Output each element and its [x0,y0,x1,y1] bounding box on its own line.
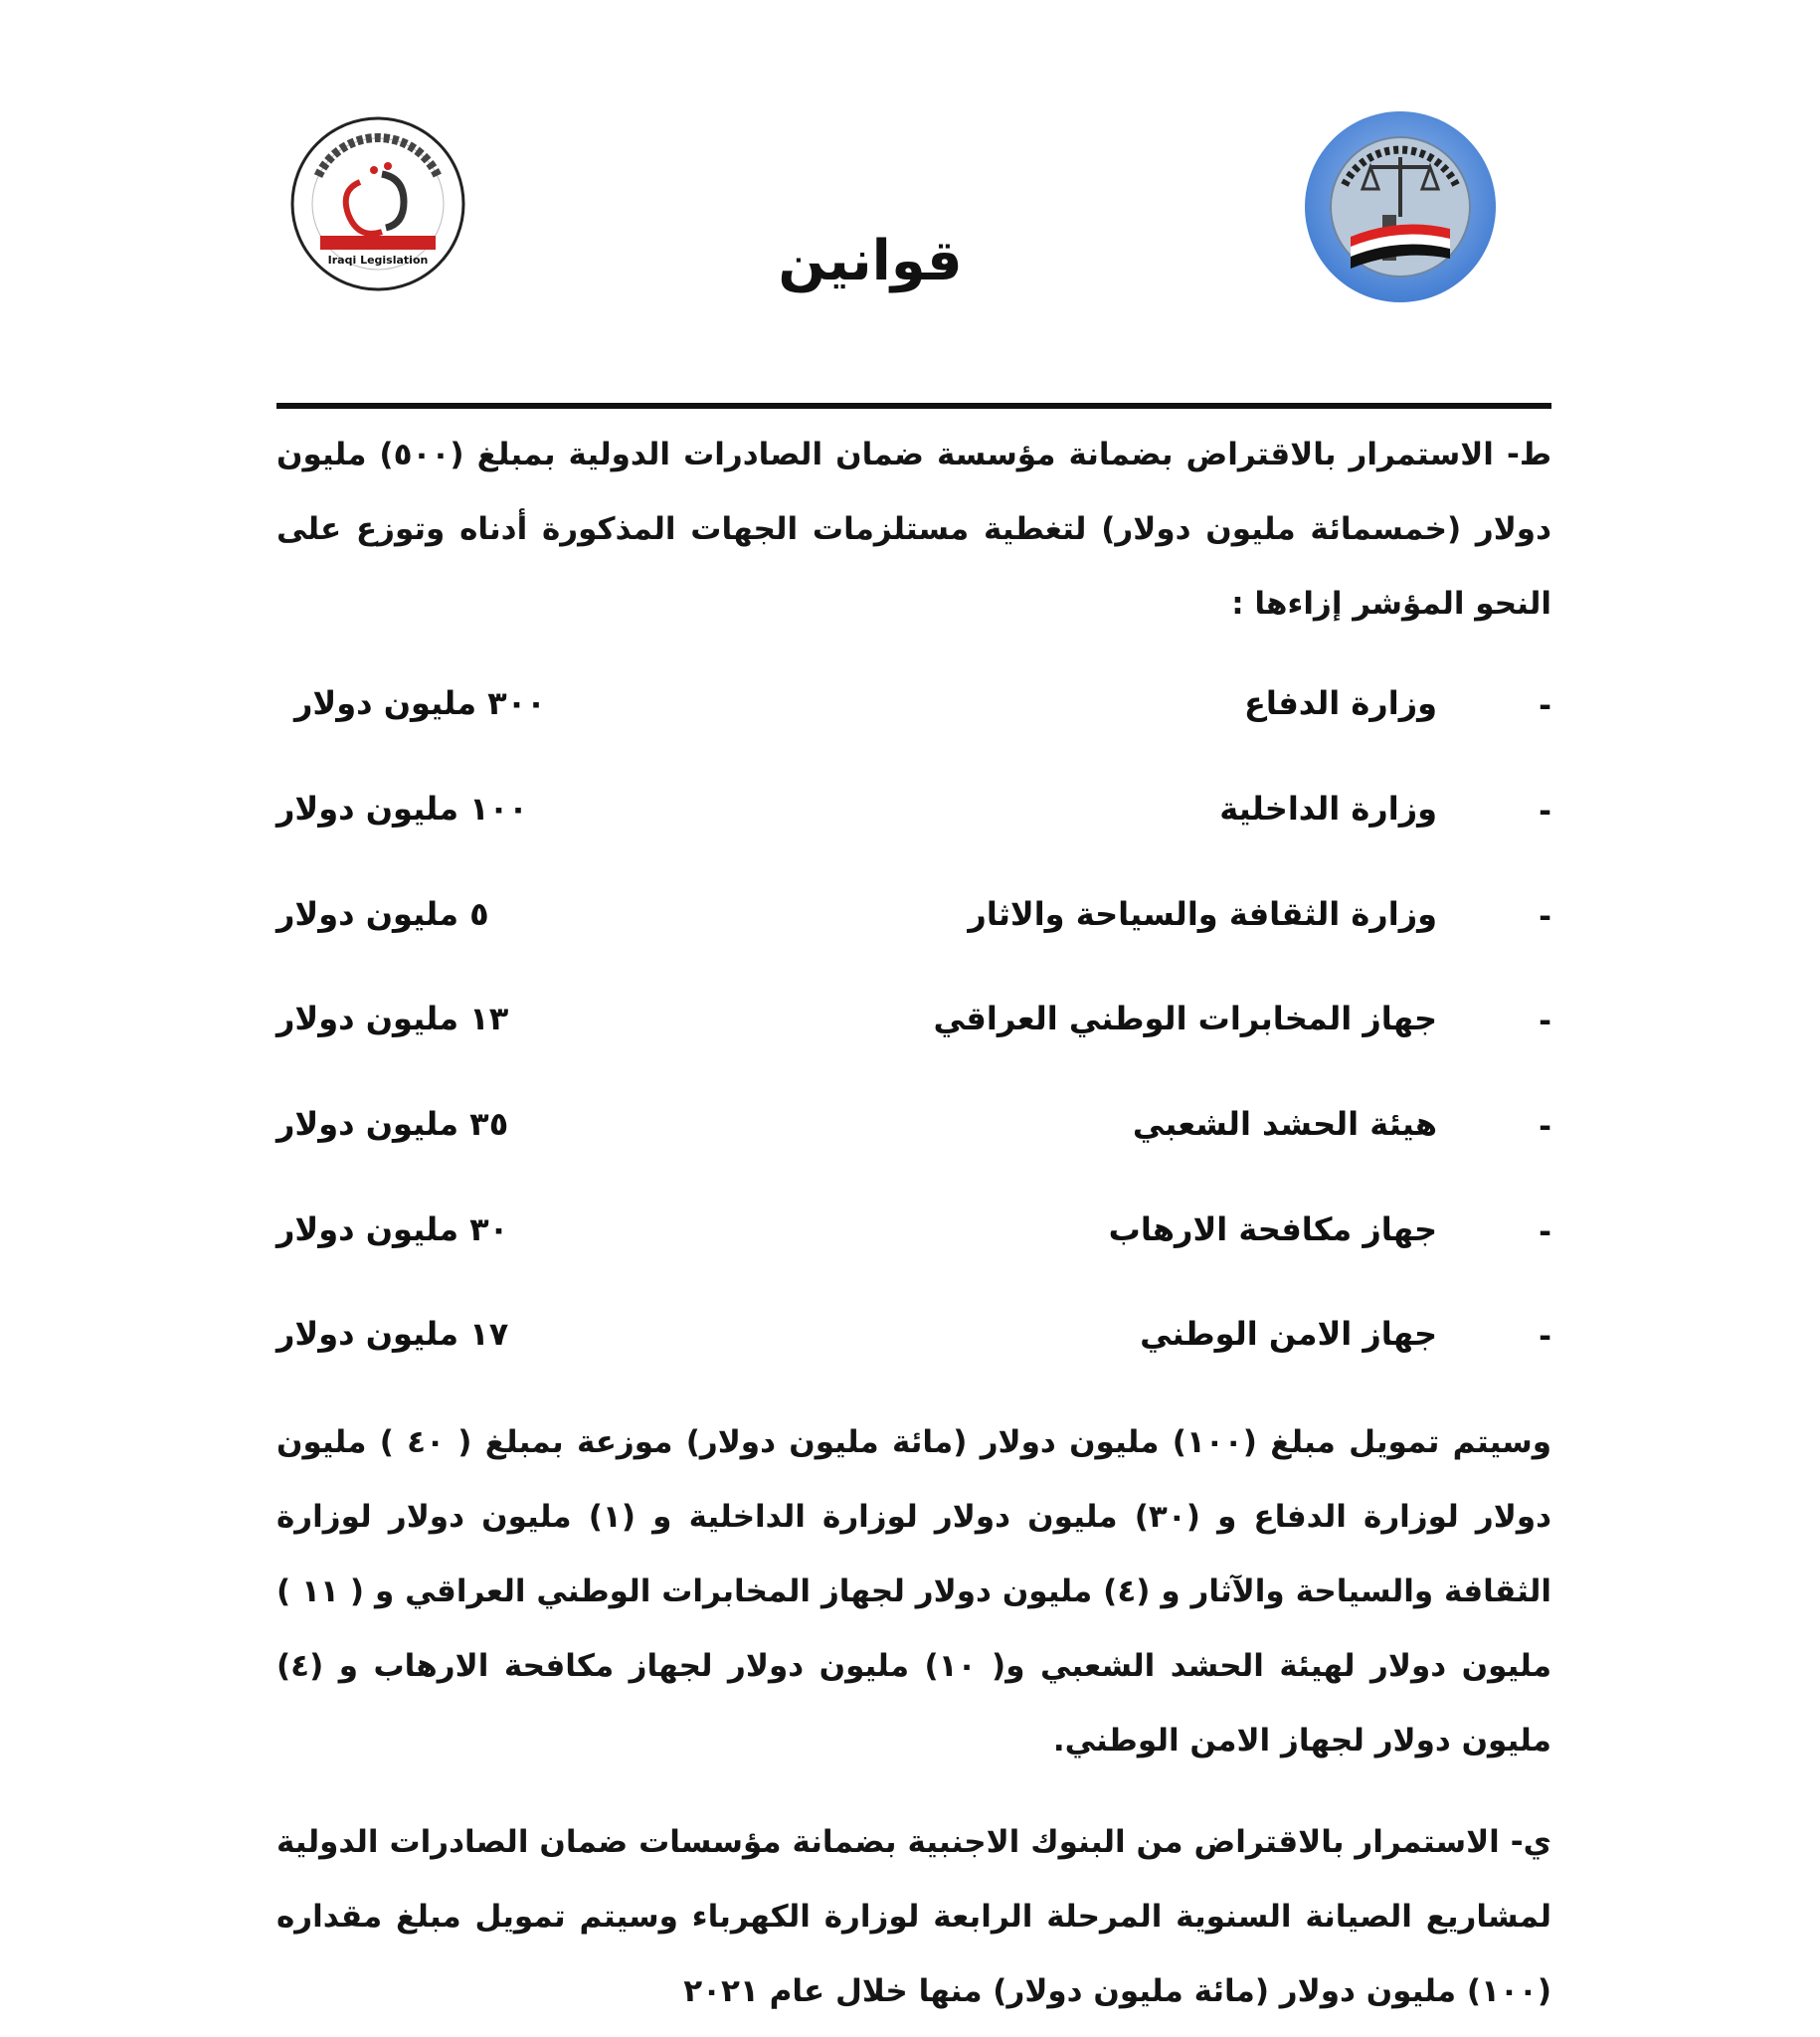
list-bullet: - [1539,1004,1551,1039]
allocation-name: وزارة الدفاع [1243,684,1437,722]
list-item [276,790,1551,849]
list-bullet: - [1539,899,1551,935]
list-item [276,1315,1551,1375]
allocation-amount: ١٠٠ مليون دولار [276,790,528,828]
allocation-amount: ٣٥ مليون دولار [276,1105,509,1143]
allocation-amount: ١٧ مليون دولار [276,1315,509,1353]
list-item [276,1210,1551,1270]
clause-t-text: الاستمرار بالاقتراض بضمانة مؤسسة ضمان الصادرات الدولية بمبلغ (٥٠٠) مليون دولار (خمسمائة مليون دولار) لتغطية مستلزمات الجهات المذكورة أدناه وتوزع على النحو المؤشر إزاءها : [276,437,1551,622]
list-bullet: - [1539,688,1551,724]
clause-t [276,418,1551,642]
clause-y [276,1805,1551,2029]
allocation-name: وزارة الداخلية [1219,790,1437,828]
allocation-name: وزارة الثقافة والسياحة والاثار [968,895,1437,933]
allocation-amount: ٣٠٠ مليون دولار [294,684,546,722]
page-title: قوانين [778,229,963,293]
allocation-name: جهاز مكافحة الارهاب [1108,1210,1437,1248]
funding-paragraph: وسيتم تمويل مبلغ (١٠٠) مليون دولار (مائة مليون دولار) موزعة بمبلغ ( ٤٠ ) مليون دولار لوزارة الدفاع و (٣٠) مليون دولار لوزارة الداخلية و (١) مليون دولار لوزارة الثقافة والسياحة والآثار و (٤) مليون دولار لجهاز المخابرات الوطني العراقي و ( ١١ ) مليون دولار لهيئة الحشد الشعبي و( ١٠) مليون دولار لجهاز مكافحة الارهاب و (٤) مليون دولار لجهاز الامن الوطني. [276,1424,1552,1759]
clause-t-marker: ط- [1506,437,1552,472]
list-item [276,895,1551,955]
allocation-name: جهاز الامن الوطني [1140,1315,1437,1353]
ministry-of-justice-logo [1301,107,1500,306]
header-divider [276,403,1551,409]
svg-text:Iraqi Legislation: Iraqi Legislation [327,254,429,267]
allocation-amount: ٣٠ مليون دولار [276,1210,509,1248]
allocation-name: هيئة الحشد الشعبي [1132,1105,1437,1143]
list-bullet: - [1539,1214,1551,1250]
clause-y-text: الاستمرار بالاقتراض من البنوك الاجنبية بضمانة مؤسسات ضمان الصادرات الدولية لمشاريع الصيانة السنوية المرحلة الرابعة لوزارة الكهرباء وسيتم تمويل مبلغ مقداره (١٠٠) مليون دولار (مائة مليون دولار) منها خلال عام ٢٠٢١ [276,1824,1551,2009]
allocation-name: جهاز المخابرات الوطني العراقي [933,1000,1437,1037]
allocation-amount: ٥ مليون دولار [276,895,489,933]
list-item [276,1000,1551,1059]
clause-y-marker: ي- [1510,1824,1551,1860]
list-bullet: - [1539,794,1551,830]
iraqi-legislation-logo [278,104,477,303]
list-bullet: - [1539,1319,1551,1355]
allocation-amount: ١٣ مليون دولار [276,1000,509,1037]
list-item [276,684,1551,744]
list-item [276,1105,1551,1165]
list-bullet: - [1539,1109,1551,1145]
